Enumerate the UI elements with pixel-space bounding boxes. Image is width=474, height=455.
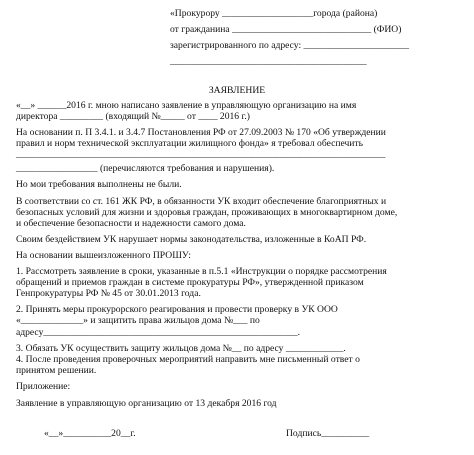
appendix-item: Заявление в управляющую организацию от 13 декабря 2016 год <box>16 398 277 409</box>
item-2-line-2: «_____________» и защитить права жильцов дома №___ по <box>16 315 260 326</box>
footer-date-line: «__»__________20__г. <box>44 428 136 439</box>
item-1-line-3: Генпрокуратуры РФ № 45 от 30.01.2013 года. <box>16 288 201 299</box>
request-line: На основании вышеизложенного ПРОШУ: <box>16 250 191 261</box>
law-line-3: и обеспечение безопасности и надежности самого дома. <box>16 218 246 229</box>
intro-line-2: директора _________ (входящий №_____ от ____ 2016 г.) <box>16 111 250 122</box>
header-registered-address-line: зарегистрированного по адресу: ______________________ <box>170 40 410 51</box>
item-3-line: 3. Обязать УК осуществить защиту жильцов дома №__ по адресу ____________. <box>16 343 346 354</box>
intro-line-1: «__» ______2016 г. мною написано заявление в управляющую организацию на имя <box>16 100 357 111</box>
header-address-blank-line: _________________________________________ <box>170 56 367 67</box>
item-2-line-3: адресу_____________________________________________________. <box>16 327 300 338</box>
header-prosecutor-line: «Прокурору ___________________города (района) <box>170 8 378 19</box>
item-4-line-2: принятом решении. <box>16 365 97 376</box>
item-1-line-1: 1. Рассмотреть заявление в сроки, указанные в п.5.1 «Инструкции о порядке рассмотрения <box>16 266 387 277</box>
law-line-2: безопасных условий для жизни и здоровья граждан, проживающих в многоквартирном доме, <box>16 207 398 218</box>
item-2-line-1: 2. Принять меры прокурорского реагирования и провести проверку в УК ООО <box>16 304 338 315</box>
document-title: ЗАЯВЛЕНИЕ <box>208 85 266 96</box>
basis-line-1: На основании п. П 3.4.1. и 3.4.7 Постановления РФ от 27.09.2003 № 170 «Об утверждении <box>16 127 386 138</box>
item-4-line-1: 4. После проведения проверочных мероприятий направить мне письменный ответ о <box>16 354 360 365</box>
basis-line-3: _____________________________________________________________________________ <box>16 149 386 160</box>
footer-signature-line: Подпись__________ <box>286 428 370 439</box>
appendix-label: Приложение: <box>16 381 71 392</box>
law-line-1: В соответствии со ст. 161 ЖК РФ, в обязанности УК входит обеспечение благоприятных и <box>16 196 387 207</box>
header-from-citizen-line: от гражданина _____________________________ (ФИО) <box>170 24 402 35</box>
not-done-line: Но мои требования выполнены не были. <box>16 179 182 190</box>
item-1-line-2: обращений и приемов граждан в системе прокуратуры РФ», утвержденной приказом <box>16 277 364 288</box>
basis-line-4: _________________ (перечисляются требования и нарушения). <box>16 163 275 174</box>
inaction-line: Своим бездействием УК нарушает нормы законодательства, изложенные в КоАП РФ. <box>16 234 367 245</box>
basis-line-2: правил и норм технической эксплуатации жилищного фонда» я требовал обеспечить <box>16 138 364 149</box>
